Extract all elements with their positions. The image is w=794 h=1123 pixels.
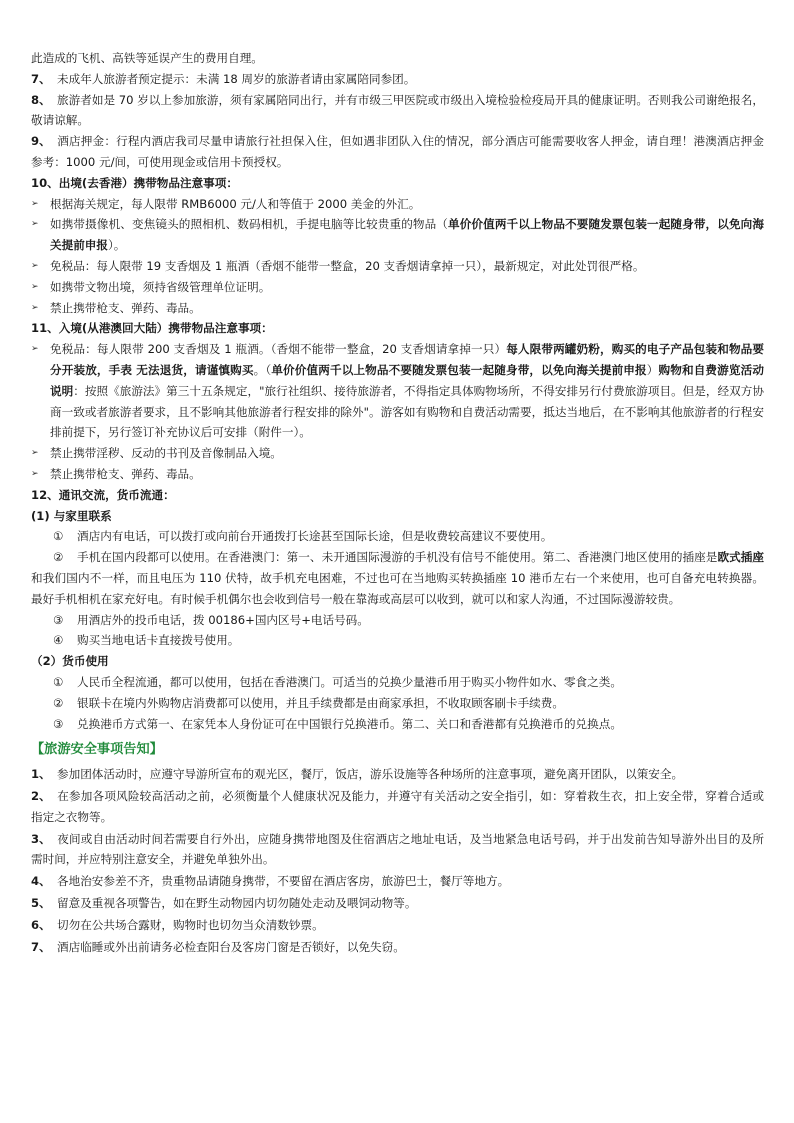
circled-number: ②	[53, 695, 64, 710]
item-number: 3、	[31, 831, 51, 846]
list-item	[31, 277, 764, 298]
item-number: 11、	[31, 321, 59, 336]
circled-number: ③	[53, 716, 64, 731]
notice-item-7	[31, 69, 764, 90]
contact-point-1	[31, 526, 764, 547]
item-number: 1、	[31, 767, 51, 782]
emphasis-text: 单价价值两千以上物品不要随发票包装一起随身带，以免向海关提前申报	[50, 217, 764, 253]
subheading-home-contact: (1) 与家里联系	[31, 508, 112, 523]
circled-number: ②	[53, 550, 64, 565]
list-item-text: ）	[646, 362, 659, 377]
safety-notice-list	[31, 764, 764, 957]
outbound-rules-list	[31, 194, 764, 319]
item-text: 留意及重视各项警告，如在野生动物园内切勿随处走动及喂饲动物等。	[57, 896, 417, 911]
list-item-text: 。（	[253, 362, 272, 377]
list-item	[31, 893, 764, 914]
list-item	[31, 764, 764, 785]
list-item	[31, 443, 764, 464]
list-item	[31, 786, 764, 828]
item-text: 各地治安参差不齐，贵重物品请随身携带，不要留在酒店客房，旅游巴士，餐厅等地方。	[57, 874, 510, 889]
item-number: 5、	[31, 896, 51, 911]
heading-item-11	[31, 318, 764, 339]
contact-point-2	[31, 547, 764, 609]
item-text: 酒店押金：行程内酒店我司尽量申请旅行社担保入住，但如遇非团队入住的情况，部分酒店可能需要收客人押金，请自理！港澳酒店押金参考：1000 元/间，可使用现金或信用卡预授权。	[31, 134, 764, 169]
item-heading: 入境(从港澳回大陆）携带物品注意事项：	[58, 321, 273, 336]
item-text: 酒店临睡或外出前请务必检查阳台及客房门窗是否锁好，以免失窃。	[57, 939, 405, 954]
list-item	[31, 298, 764, 319]
item-heading: 通讯交流，货币流通：	[58, 487, 175, 502]
arrow-bullet-icon: ➢	[31, 198, 39, 209]
safety-section-title: 【旅游安全事项告知】	[31, 742, 163, 758]
point-text: 酒店内有电话，可以拨打或向前台开通拨打长途甚至国际长途，但是收费较高建议不要使用。	[77, 529, 553, 544]
list-item	[31, 829, 764, 871]
list-item-text: 如携带文物出境，须持省级管理单位证明。	[50, 279, 271, 294]
list-item	[31, 464, 764, 485]
item-text: 切勿在公共场合露财，购物时也切勿当众清数钞票。	[57, 917, 324, 932]
list-item-text: 禁止携带淫秽、反动的书刊及音像制品入境。	[50, 446, 282, 461]
item-text: 参加团体活动时，应遵守导游所宣布的观光区，餐厅，饭店，游乐设施等各种场所的注意事项，避免离开团队，以策安全。	[57, 767, 684, 782]
circled-number: ①	[53, 674, 64, 689]
list-item	[31, 339, 764, 443]
list-item	[31, 915, 764, 936]
item-text: 旅游者如是 70 岁以上参加旅游，须有家属陪同出行，并有市级三甲医院或市级出入境检验检疫局开具的健康证明。否则我公司谢绝报名，敬请谅解。	[31, 92, 764, 128]
item-number: 7、	[31, 71, 51, 86]
contact-point-3	[31, 610, 764, 631]
list-item	[31, 256, 764, 277]
inbound-rules-list	[31, 339, 764, 485]
arrow-bullet-icon: ➢	[31, 448, 39, 459]
arrow-bullet-icon: ➢	[31, 281, 39, 292]
point-text: 兑换港币方式第一、在家凭本人身份证可在中国银行兑换港币。第二、关口和香港都有兑换港币的兑换点。	[77, 716, 622, 731]
point-text: 用酒店外的投币电话，拨 00186+国内区号+电话号码。	[77, 612, 369, 627]
point-text: 和我们国内不一样，而且电压为 110 伏特，故手机充电困难，不过也可在当地购买转换插座 10 港币左右一个来使用，也可自备充电转换器。最好手机相机在家充好电。有时候手机偶尔也会收到信号一般在靠海或高层可以收到，就可以和家人沟通，不过国际漫游较贵。	[31, 570, 764, 606]
emphasis-text: 购物和自费游览活动说明	[50, 362, 764, 398]
currency-point-1	[31, 672, 764, 693]
item-number: 6、	[31, 917, 51, 932]
item-number: 2、	[31, 789, 51, 804]
emphasis-text: 单价价值两千以上物品不要随发票包装一起随身带，以免向海关提前申报	[271, 362, 647, 377]
notice-item-8	[31, 90, 764, 132]
item-number: 10、	[31, 175, 59, 190]
currency-point-3	[31, 714, 764, 735]
item-number: 4、	[31, 874, 51, 889]
list-item	[31, 194, 764, 215]
list-item-text: ）。	[107, 238, 126, 253]
heading-item-12	[31, 485, 764, 506]
item-heading: 出境(去香港）携带物品注意事项：	[58, 175, 238, 190]
point-text: 银联卡在境内外购物店消费都可以使用，并且手续费都是由商家承担，不收取顾客刷卡手续费。	[77, 695, 564, 710]
circled-number: ③	[53, 612, 64, 627]
continuation-line: 此造成的飞机、高铁等延误产生的费用自理。	[31, 51, 263, 65]
item-number: 12、	[31, 487, 59, 502]
item-text: 在参加各项风险较高活动之前，必须衡量个人健康状况及能力，并遵守有关活动之安全指引，如：穿着救生衣，扣上安全带，穿着合适或指定之衣物等。	[31, 789, 764, 824]
contact-point-4	[31, 630, 764, 651]
point-text: 购买当地电话卡直接拨号使用。	[77, 633, 240, 648]
list-item-text: 根据海关规定，每人限带 RMB6000 元/人和等值于 2000 美金的外汇。	[50, 196, 421, 211]
circled-number: ①	[53, 529, 64, 544]
item-text: 夜间或自由活动时间若需要自行外出，应随身携带地图及住宿酒店之地址电话，及当地紧急电话号码，并于出发前告知导游外出目的及所需时间，并应特别注意安全，并避免单独外出。	[31, 831, 764, 867]
arrow-bullet-icon: ➢	[31, 219, 39, 230]
emphasis-text: 欧式插座	[717, 550, 764, 565]
arrow-bullet-icon: ➢	[31, 468, 39, 479]
point-text: 手机在国内段都可以使用。在香港澳门：第一、未开通国际漫游的手机没有信号不能使用。第二、香港澳门地区使用的插座是	[77, 550, 718, 565]
list-item-text: ：按照《旅游法》第三十五条规定，"旅行社组织、接待旅游者，不得指定具体购物场所，不得安排另行付费旅游项目。但是，经双方协商一致或者旅游者要求，且不影响其他旅游者行程安排的除外"。游客如有购物和自费活动需要，抵达当地后，在不影响其他旅游者的行程安排前提下，另行签订补充协议后可安排（附件一）。	[50, 383, 764, 440]
point-text: 人民币全程流通，都可以使用，包括在香港澳门。可适当的兑换少量港币用于购买小物件如水、零食之类。	[77, 674, 622, 689]
arrow-bullet-icon: ➢	[31, 260, 39, 271]
list-item-text: 如携带摄像机、变焦镜头的照相机、数码相机，手提电脑等比较贵重的物品（	[50, 217, 449, 232]
item-number: 9、	[31, 134, 51, 149]
subheading-currency: （2）货币使用	[31, 654, 109, 669]
item-number: 7、	[31, 939, 51, 954]
circled-number: ④	[53, 633, 64, 648]
item-number: 8、	[31, 92, 51, 107]
currency-point-2	[31, 693, 764, 714]
heading-item-10	[31, 173, 764, 194]
list-item-text: 禁止携带枪支、弹药、毒品。	[50, 300, 201, 315]
arrow-bullet-icon: ➢	[31, 344, 39, 355]
arrow-bullet-icon: ➢	[31, 302, 39, 313]
notice-item-9	[31, 131, 764, 173]
emphasis-text: 每人限带两罐奶粉，购买的电子产品包装和物品要分开装放，手表 无法退货，请谨慎购买	[50, 342, 764, 377]
list-item-text: 免税品：每人限带 200 支香烟及 1 瓶酒。（香烟不能带一整盒，20 支香烟请拿掉一只）	[50, 342, 507, 357]
list-item-text: 免税品：每人限带 19 支香烟及 1 瓶酒（香烟不能带一整盒，20 支香烟请拿掉一只），最新规定，对此处罚很严格。	[50, 258, 645, 273]
item-text: 未成年人旅游者预定提示：未满 18 周岁的旅游者请由家属陪同参团。	[57, 71, 416, 86]
list-item	[31, 871, 764, 892]
list-item-text: 禁止携带枪支、弹药、毒品。	[50, 466, 201, 481]
list-item	[31, 937, 764, 958]
list-item	[31, 214, 764, 256]
